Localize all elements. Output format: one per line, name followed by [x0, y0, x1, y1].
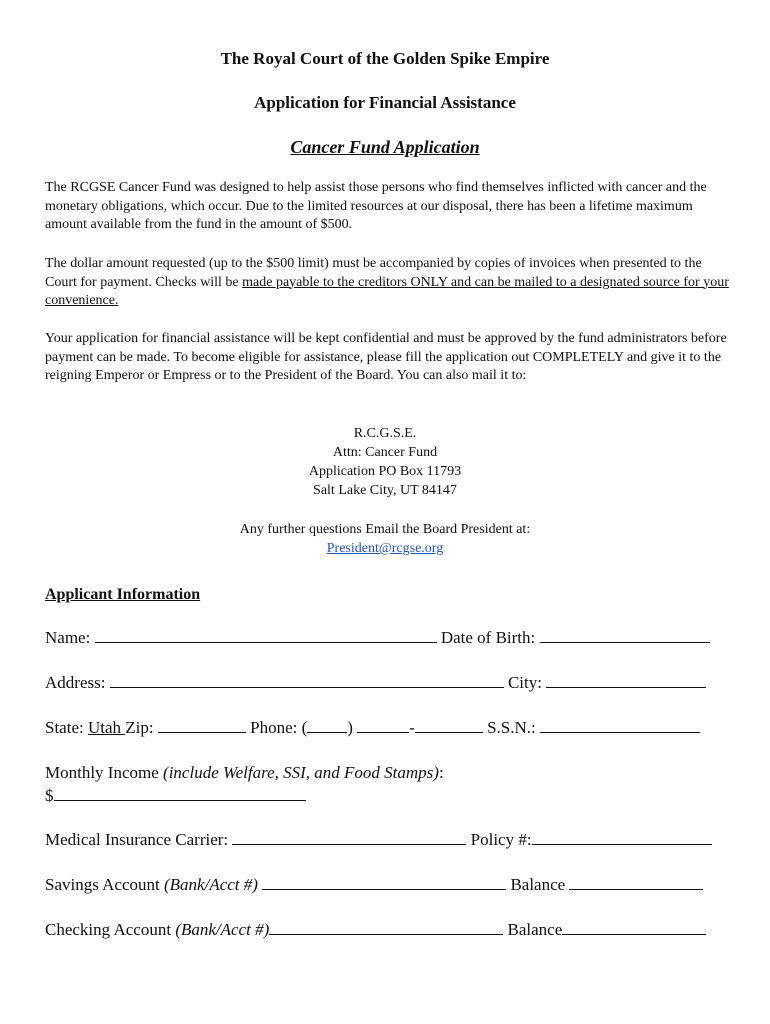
phone-paren-close: ): [347, 718, 353, 737]
savings-balance-field[interactable]: [569, 875, 703, 890]
insurance-field[interactable]: [232, 830, 466, 845]
intro-paragraph-2-underlined: made payable to the creditors ONLY and can be mailed to a designated source for your convenience.: [45, 274, 729, 308]
savings-balance-label: Balance: [510, 875, 566, 894]
dollar-sign: $: [45, 786, 54, 805]
address-label: Address:: [45, 673, 106, 692]
contact-question: Any further questions Email the Board President at:: [239, 522, 531, 537]
intro-paragraph-1: The RCGSE Cancer Fund was designed to help assist those persons who find themselves inflicted with cancer and the monetary obligations, which occur. Due to the limited resources at our disposal, there has been a lifetime maximum amount available from the fund in the amount of $500.: [45, 180, 707, 232]
state-value[interactable]: Utah: [87, 718, 126, 737]
intro-paragraph-2-start: The dollar amount requested (up to the $500 limit) must be accompanied by copies of invoices when presented to the Court for payment. Checks will be: [45, 256, 702, 290]
city-field[interactable]: [546, 673, 706, 688]
contact-email-link[interactable]: President@rcgse.org: [326, 541, 444, 556]
phone-number-field[interactable]: [415, 718, 483, 733]
income-label-row: [45, 763, 444, 783]
contact-email-row: [0, 541, 770, 557]
name-dob-row: [45, 628, 710, 648]
state-label: State:: [45, 718, 84, 737]
savings-label: Savings Account: [45, 875, 164, 894]
savings-note: (Bank/Acct #): [164, 875, 258, 894]
savings-field[interactable]: [262, 875, 506, 890]
phone-label: Phone: (: [250, 718, 308, 737]
ssn-label: S.S.N.:: [487, 718, 536, 737]
insurance-row: [45, 830, 712, 850]
insurance-label: Medical Insurance Carrier:: [45, 830, 229, 849]
policy-label: Policy #:: [470, 830, 532, 849]
phone-area-field[interactable]: [307, 718, 347, 733]
income-field[interactable]: [54, 786, 306, 801]
form-subtitle: [0, 137, 770, 158]
state-zip-phone-row: [45, 718, 700, 738]
ssn-field[interactable]: [540, 718, 700, 733]
dob-field[interactable]: [540, 628, 710, 643]
applicant-section-title: Applicant Information: [45, 586, 201, 603]
mailing-line-4: Salt Lake City, UT 84147: [313, 483, 457, 498]
income-note: (include Welfare, SSI, and Food Stamps): [163, 763, 439, 782]
checking-field[interactable]: [269, 920, 503, 935]
address-city-row: [45, 673, 706, 693]
policy-field[interactable]: [532, 830, 712, 845]
checking-note: (Bank/Acct #): [175, 920, 270, 939]
checking-label: Checking Account: [45, 920, 176, 939]
mailing-line-1: R.C.G.S.E.: [353, 426, 417, 441]
phone-dash: -: [409, 718, 415, 737]
income-label: Monthly Income: [45, 763, 164, 782]
savings-row: [45, 875, 703, 895]
dob-label: Date of Birth:: [440, 628, 536, 647]
zip-field[interactable]: [158, 718, 246, 733]
income-value-row: [45, 786, 306, 806]
zip-label: Zip:: [125, 718, 154, 737]
form-title: Application for Financial Assistance: [254, 93, 516, 112]
subtitle-text: Cancer Fund Application: [290, 137, 480, 157]
city-label: City:: [507, 673, 542, 692]
name-label: Name:: [45, 628, 91, 647]
intro-paragraph-2: [45, 255, 735, 311]
org-title: The Royal Court of the Golden Spike Empire: [220, 49, 550, 68]
phone-prefix-field[interactable]: [357, 718, 409, 733]
name-field[interactable]: [95, 628, 437, 643]
checking-row: [45, 920, 706, 940]
address-field[interactable]: [110, 673, 504, 688]
mailing-line-2: Attn: Cancer Fund: [332, 445, 438, 460]
checking-balance-field[interactable]: [562, 920, 706, 935]
intro-paragraph-3: Your application for financial assistance will be kept confidential and must be approved by the fund administrators before payment can be made. To become eligible for assistance, please fill the application out COMPLETELY and give it to the reigning Emperor or Empress or to the President of the Board. You can also mail it to:: [45, 331, 727, 383]
checking-balance-label: Balance: [507, 920, 563, 939]
income-colon: :: [438, 763, 444, 782]
mailing-line-3: Application PO Box 11793: [308, 464, 462, 479]
